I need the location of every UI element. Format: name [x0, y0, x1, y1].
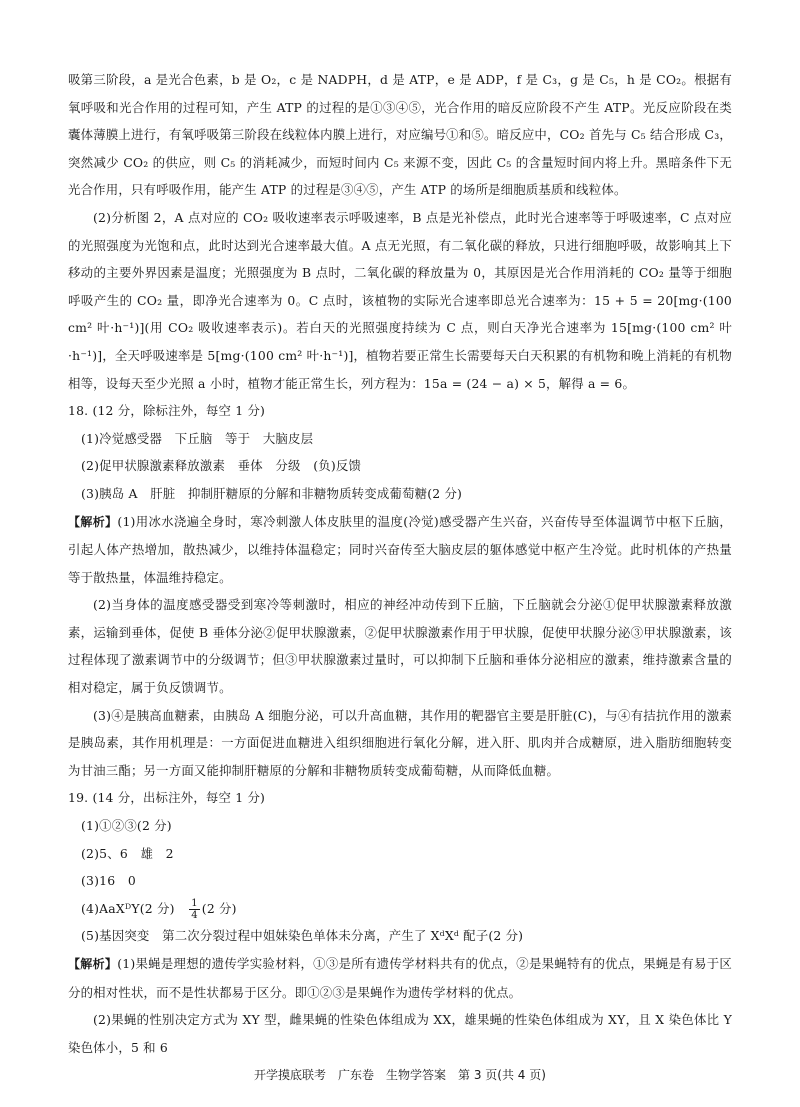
q18-answer-3: (3)胰岛 A 肝脏 抑制肝糖原的分解和非糖物质转变成葡萄糖(2 分) — [81, 485, 463, 501]
q19-header: 19. (14 分，出标注外，每空 1 分) — [68, 790, 266, 806]
q19-answer-4-suffix: (2 分) — [201, 900, 237, 916]
q18-answer-2: (2)促甲状腺激素释放激素 垂体 分级 (负)反馈 — [81, 458, 362, 474]
q18-answer-1: (1)冷觉感受器 下丘脑 等于 大脑皮层 — [81, 430, 314, 446]
q19-answer-5: (5)基因突变 第二次分裂过程中姐妹染色单体未分离，产生了 XᵈXᵈ 配子(2 分) — [81, 928, 524, 944]
fraction-denominator: 4 — [191, 909, 198, 921]
q19-answer-1: (1)①②③(2 分) — [81, 818, 172, 834]
q19-answer-4 — [68, 895, 732, 923]
q19-answer-2: (2)5、6 雄 2 — [81, 845, 174, 861]
q19-answer-4-prefix: (4)AaXᴰY(2 分) — [81, 900, 188, 916]
q17-analysis-paragraph-1: 吸第三阶段，a 是光合色素，b 是 O₂，c 是 NADPH，d 是 ATP，e 是 ADP，f 是 C₃，g 是 C₅，h 是 CO₂。根据有氧呼吸和光合作用的过程可知，产生 ATP 的过程的是①③④⑤，光合作用的暗反应阶段不产生 ATP。光反应阶段在类囊体薄膜上进行，有氧呼吸第三阶段在线粒体内膜上进行，对应编号①和⑤。暗反应中，CO₂ 首先与 C₅ 结合形成 C₃，突然减少 CO₂ 的供应，则 C₅ 的消耗减少，而短时间内 C₅ 来源不变，因此 C₅ 的含量短时间内将上升。黑暗条件下无光合作用，只有呼吸作用，能产生 ATP 的过程是③④⑤，产生 ATP 的场所是细胞质基质和线粒体。 — [68, 72, 732, 198]
q18-analysis-paragraph-2: (2)当身体的温度感受器受到寒冷等刺激时，相应的神经冲动传到下丘脑，下丘脑就会分泌①促甲状腺激素释放激素，运输到垂体，促使 B 垂体分泌②促甲状腺激素，②促甲状腺激素作用于甲状腺，促使甲状腺分泌③甲状腺激素，该过程体现了激素调节中的分级调节；但③甲状腺激素过量时，可以抑制下丘脑和垂体分泌相应的激素，维持激素含量的相对稳定，属于负反馈调节。 — [68, 597, 732, 696]
q18-analysis-paragraph-1 — [68, 508, 732, 592]
fraction-numerator: 1 — [191, 897, 198, 909]
page-footer: 开学摸底联考 广东卷 生物学答案 第 3 页(共 4 页) — [254, 1068, 546, 1082]
q17-analysis-paragraph-2: (2)分析图 2，A 点对应的 CO₂ 吸收速率表示呼吸速率，B 点是光补偿点，此时光合速率等于呼吸速率，C 点对应的光照强度为光饱和点，此时达到光合速率最大值。A 点无光照，有二氧化碳的释放，只进行细胞呼吸，故影响其上下移动的主要外界因素是温度；光照强度为 B 点时，二氧化碳的释放量为 0，其原因是光合作用消耗的 CO₂ 量等于细胞呼吸产生的 CO₂ 量，即净光合速率为 0。C 点时，该植物的实际光合速率即总光合速率为：15 + 5 = 20[mg·(100 cm² 叶·h⁻¹)](用 CO₂ 吸收速率表示)。若白天的光照强度持续为 C 点，则白天净光合速率为 15[mg·(100 cm² 叶·h⁻¹)]，全天呼吸速率是 5[mg·(100 cm² 叶·h⁻¹)]，植物若要正常生长需要每天白天积累的有机物和晚上消耗的有机物相等，设每天至少光照 a 小时，植物才能正常生长，列方程为：15a = (24 − a) × 5，解得 a = 6。 — [68, 209, 732, 391]
q18-analysis-label: 【解析】 — [68, 514, 118, 529]
q18-analysis-text-1: (1)用冰水浇遍全身时，寒冷刺激人体皮肤里的温度(冷觉)感受器产生兴奋，兴奋传导至体温调节中枢下丘脑，引起人体产热增加，散热减少，以维持体温稳定；同时兴奋传至大脑皮层的躯体感觉中枢产生冷觉。此时机体的产热量等于散热量，体温维持稳定。 — [68, 513, 732, 585]
q19-analysis-label: 【解析】 — [68, 957, 118, 971]
answer-content — [68, 66, 732, 1061]
q19-analysis-paragraph-2: (2)果蝇的性别决定方式为 XY 型，雌果蝇的性染色体组成为 XX，雄果蝇的性染色体组成为 XY，且 X 染色体比 Y 染色体小，5 和 6 — [68, 1012, 732, 1055]
q19-answer-4-fraction — [189, 898, 200, 921]
q18-header: 18. (12 分，除标注外，每空 1 分) — [68, 403, 266, 419]
q19-analysis-text-1: (1)果蝇是理想的遗传学实验材料，①③是所有遗传学材料共有的优点，②是果蝇特有的优点，果蝇是有易于区分的相对性状，而不是性状都易于区分。即①②③是果蝇作为遗传学材料的优点。 — [68, 956, 732, 1000]
q19-analysis-paragraph-1 — [68, 950, 732, 1006]
q19-answer-3: (3)16 0 — [81, 873, 136, 889]
q18-analysis-paragraph-3: (3)④是胰高血糖素，由胰岛 A 细胞分泌，可以升高血糖，其作用的靶器官主要是肝脏(C)，与④有拮抗作用的激素是胰岛素，其作用机理是：一方面促进血糖进入组织细胞进行氧化分解，进入肝、肌肉并合成糖原，进入脂肪细胞转变为甘油三酯；另一方面又能抑制肝糖原的分解和非糖物质转变成葡萄糖，从而降低血糖。 — [68, 707, 732, 778]
